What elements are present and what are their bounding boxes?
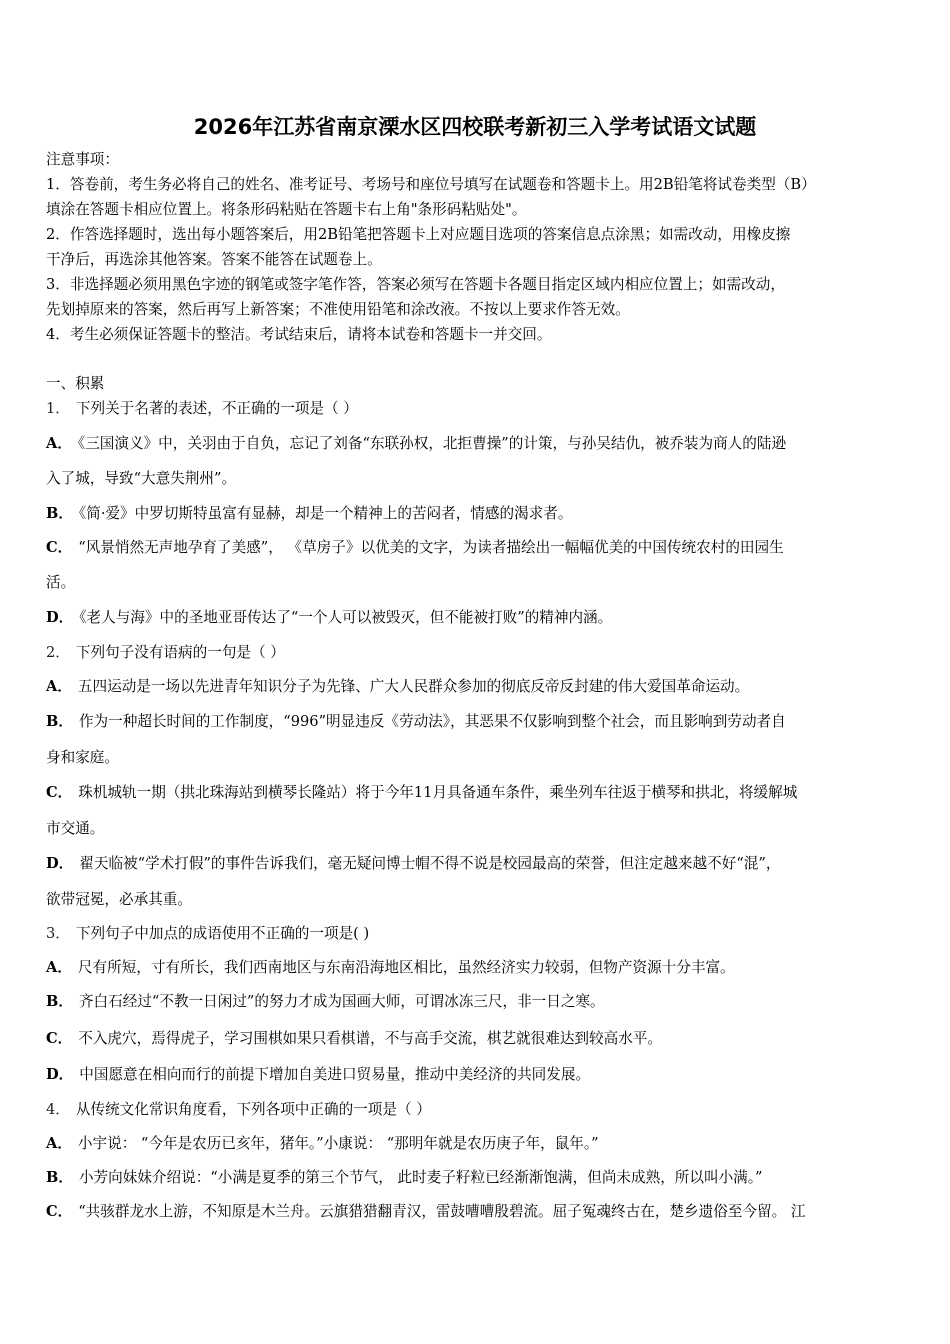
option-continuation: 市交通。 [46, 820, 105, 837]
option-text: “共骇群龙水上游，不知原是木兰舟。云旗猎猎翻青汉，雷鼓嘈嘈殷碧流。屈子冤魂终古在，楚乡遗俗至今留。 江 [78, 1203, 806, 1220]
section-heading: 一、积累 [46, 375, 105, 392]
option-label: C． [46, 1203, 73, 1220]
question-number: 2． [46, 644, 70, 661]
option-text: 小芳向妹妹介绍说：“小满是夏季的第三个节气， 此时麦子籽粒已经渐渐饱满，但尚未成熟，所以叫小满。” [78, 1169, 763, 1186]
option-label: A． [46, 678, 72, 695]
option-label: B． [46, 1169, 73, 1186]
notice-line: 2．作答选择题时，选出每小题答案后，用2B铅笔把答题卡上对应题目选项的答案信息点涂黑；如需改动，用橡皮擦 [46, 226, 791, 243]
option-text: 小宇说： “今年是农历已亥年，猪年。”小康说： “那明年就是农历庚子年，鼠年。” [77, 1135, 599, 1152]
notice-line: 先划掉原来的答案，然后再写上新答案；不准使用铅笔和涂改液。不按以上要求作答无效。 [46, 301, 630, 318]
option-text: 《老人与海》中的圣地亚哥传达了“一个人可以被毁灭，但不能被打败”的精神内涵。 [79, 609, 613, 626]
option-line [46, 608, 612, 628]
option-text: 《简·爱》中罗切斯特虽富有显赫，却是一个精神上的苦闷者，情感的渴求者。 [78, 505, 573, 522]
option-line [46, 434, 786, 454]
option-line [46, 1134, 599, 1154]
option-text: 作为一种超长时间的工作制度，“996”明显违反《劳动法》，其恶果不仅影响到整个社会，而且影响到劳动者自 [78, 713, 786, 730]
option-label: C． [46, 1030, 73, 1047]
question-text: 下列句子没有语病的一句是（ ） [75, 644, 285, 661]
question-text: 从传统文化常识角度看，下列各项中正确的一项是（ ） [75, 1101, 431, 1118]
question-text: 下列句子中加点的成语使用不正确的一项是( ) [75, 925, 370, 942]
option-label: C． [46, 539, 73, 556]
option-label: A． [46, 1135, 72, 1152]
option-label: D． [46, 609, 74, 626]
option-line [46, 992, 605, 1012]
option-continuation: 欲带冠冕，必承其重。 [46, 891, 192, 908]
question-stem [46, 399, 358, 419]
option-text: 《三国演义》中，关羽由于自负，忘记了刘备“东联孙权，北拒曹操”的计策，与孙吴结仇，被乔装为商人的陆逊 [77, 435, 787, 452]
option-text: 不入虎穴，焉得虎子，学习围棋如果只看棋谱，不与高手交流，棋艺就很难达到较高水平。 [78, 1030, 662, 1047]
option-text: 珠机城轨一期（拱北珠海站到横琴长隆站）将于今年11月具备通车条件，乘坐列车往返于横琴和拱北，将缓解城 [78, 784, 798, 801]
option-label: D． [46, 1066, 74, 1083]
option-label: B． [46, 993, 73, 1010]
option-line [46, 958, 735, 978]
option-text: 五四运动是一场以先进青年知识分子为先锋、广大人民群众参加的彻底反帝反封建的伟大爱国革命运动。 [77, 678, 750, 695]
option-continuation: 活。 [46, 574, 76, 591]
notice-line: 填涂在答题卡相应位置上。将条形码粘贴在答题卡右上角"条形码粘贴处"。 [46, 201, 527, 218]
page-title: 2026年江苏省南京溧水区四校联考新初三入学考试语文试题 [193, 115, 757, 139]
notice-line: 4．考生必须保证答题卡的整洁。考试结束后，请将本试卷和答题卡一并交回。 [46, 326, 552, 343]
option-line [46, 1168, 763, 1188]
question-text: 下列关于名著的表述，不正确的一项是（ ） [75, 400, 358, 417]
option-text: 中国愿意在相向而行的前提下增加自美进口贸易量，推动中美经济的共同发展。 [79, 1066, 591, 1083]
notice-line: 干净后，再选涂其他答案。答案不能答在试题卷上。 [46, 251, 382, 268]
option-line [46, 538, 784, 558]
question-number: 1． [46, 400, 70, 417]
option-label: B． [46, 505, 73, 522]
option-text: “风景悄然无声地孕育了美感”， 《草房子》以优美的文字，为读者描绘出一幅幅优美的中国传统农村的田园生 [78, 539, 784, 556]
option-label: D． [46, 855, 74, 872]
question-stem [46, 924, 369, 944]
option-text: 尺有所短，寸有所长，我们西南地区与东南沿海地区相比，虽然经济实力较弱，但物产资源十分丰富。 [77, 959, 735, 976]
option-line [46, 1029, 662, 1049]
option-line [46, 1065, 590, 1085]
option-line [46, 504, 572, 524]
option-label: A． [46, 959, 72, 976]
option-text: 齐白石经过“不教一日闲过”的努力才成为国画大师，可谓冰冻三尺，非一日之寒。 [78, 993, 605, 1010]
option-line [46, 712, 786, 732]
option-text: 翟天临被“学术打假”的事件告诉我们，毫无疑问博士帽不得不说是校园最高的荣誉，但注定越来越不好“混”， [79, 855, 781, 872]
question-number: 4． [46, 1101, 70, 1118]
option-label: C． [46, 784, 73, 801]
option-label: A． [46, 435, 72, 452]
question-stem [46, 643, 285, 663]
notice-line: 1．答卷前，考生务必将自己的姓名、准考证号、考场号和座位号填写在试题卷和答题卡上。用2B铅笔将试卷类型（B） [46, 176, 816, 193]
notice-heading: 注意事项： [46, 151, 119, 168]
option-line [46, 1202, 805, 1222]
question-number: 3． [46, 925, 70, 942]
option-line [46, 783, 797, 803]
option-line [46, 677, 749, 697]
notice-line: 3．非选择题必须用黑色字迹的钢笔或签字笔作答，答案必须写在答题卡各题目指定区域内相应位置上；如需改动， [46, 276, 785, 293]
question-stem [46, 1100, 431, 1120]
option-continuation: 入了城，导致“大意失荆州”。 [46, 470, 237, 487]
option-line [46, 854, 780, 874]
option-continuation: 身和家庭。 [46, 749, 119, 766]
option-label: B． [46, 713, 73, 730]
